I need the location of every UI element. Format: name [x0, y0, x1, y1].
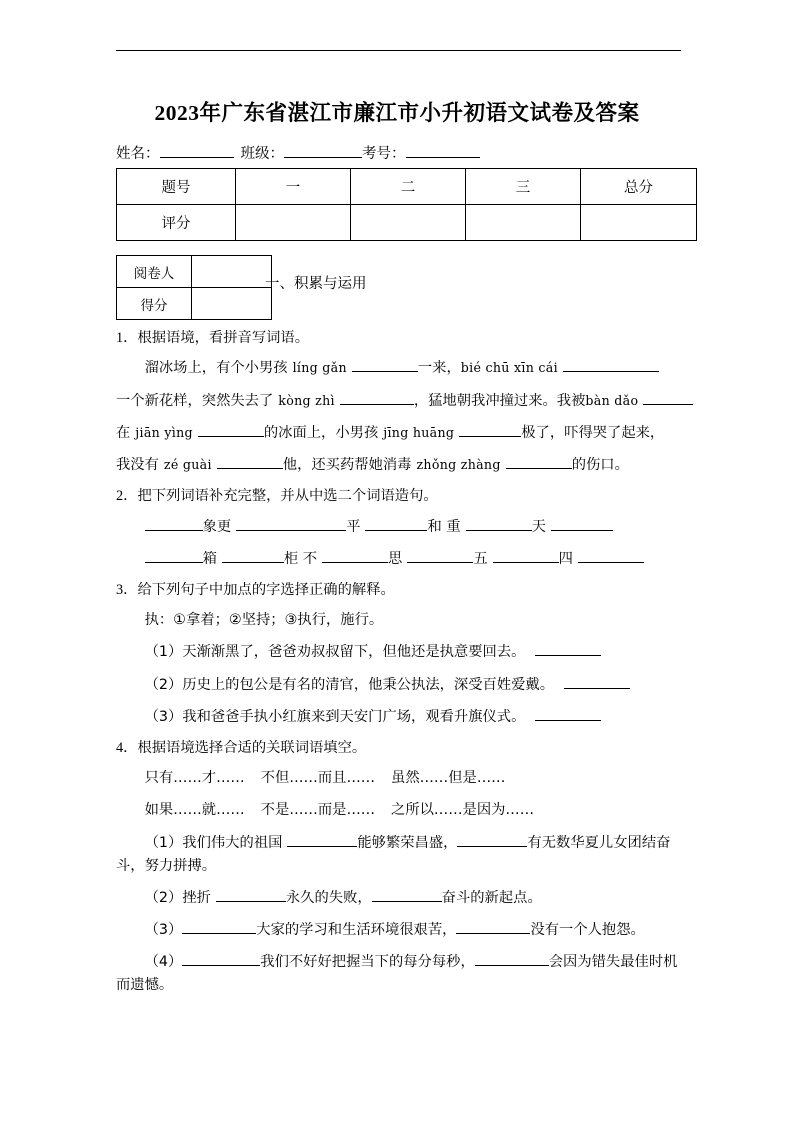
question-3-item-2	[116, 674, 684, 697]
exam-number-label: 考号：	[362, 146, 406, 162]
question-4-connectives-row-2	[116, 799, 684, 822]
q3-item-3-text: （3）我和爸爸手执小红旗来到天安门广场，观看升旗仪式。	[144, 708, 526, 725]
score-table-header-cell: 三	[466, 169, 581, 205]
q1-l2-text-a: 一个新花样，突然失去了	[116, 392, 274, 409]
q4-item-1-text-c: 有无数华夏儿女团结奋斗，	[116, 834, 671, 874]
q3-item-3-answer-blank[interactable]	[535, 706, 601, 721]
score-table-header-cell: 一	[236, 169, 351, 205]
q2-r1-blank-4[interactable]	[466, 516, 532, 531]
score-table-header-row	[117, 169, 697, 205]
score-row-label: 评分	[117, 205, 236, 241]
question-3-item-3	[116, 706, 684, 729]
exam-content	[116, 328, 684, 1007]
page-title: 2023年广东省湛江市廉江市小升初语文试卷及答案	[154, 101, 640, 125]
reviewer-label: 阅卷人	[117, 256, 192, 288]
q4-item-2-text-c: 奋斗的新起点。	[441, 889, 542, 906]
question-1-line-3	[116, 422, 684, 445]
q4-item-1-text-a: （1）我们伟大的祖国	[144, 834, 283, 851]
grader-score-label: 得分	[117, 288, 192, 320]
question-4-item-3	[116, 919, 684, 942]
q2-r1-word-3: 和 重	[427, 518, 461, 535]
question-3-item-1	[116, 641, 684, 664]
q1-l3-text-a: 在	[116, 424, 131, 441]
question-2-row-1	[116, 516, 684, 539]
q1-blank-8[interactable]	[506, 454, 572, 469]
q4-item-2-blank-1[interactable]	[216, 887, 286, 902]
question-3-definitions: 执：①拿着；②坚持；③执行，施行。	[144, 612, 384, 629]
q2-r2-blank-4[interactable]	[407, 548, 473, 563]
score-cell-1[interactable]	[236, 205, 351, 241]
question-1-number: 1．	[116, 330, 138, 346]
q2-r1-word-1: 象更	[202, 518, 232, 535]
q1-blank-5[interactable]	[198, 422, 264, 437]
question-1-text: 根据语境，看拼音写词语。	[137, 330, 310, 346]
q4-item-1-text-b: 能够繁荣昌盛，	[357, 834, 458, 851]
student-identity-line	[116, 142, 480, 163]
question-2-text: 把下列词语补充完整，并从中选二个词语造句。	[137, 488, 438, 505]
question-4-connectives-row-1	[116, 767, 684, 790]
question-4-item-2	[116, 887, 684, 910]
q4-item-4-text-d: 憾。	[144, 977, 174, 994]
q1-pinyin-jing-huang: jīng huāng	[383, 424, 455, 440]
q4-item-1-blank-1[interactable]	[287, 832, 357, 847]
q2-r1-blank-1[interactable]	[145, 516, 203, 531]
q1-blank-1[interactable]	[352, 358, 418, 373]
question-2-number: 2．	[116, 488, 138, 505]
question-3-text: 给下列句子中加点的字选择正确的解释。	[137, 581, 395, 598]
connective-option-5: 不是……而是……	[260, 802, 376, 819]
q2-r1-blank-2[interactable]	[236, 516, 346, 531]
q1-blank-2[interactable]	[563, 358, 659, 373]
q1-blank-6[interactable]	[459, 422, 521, 437]
question-1-line-1	[116, 357, 684, 380]
q1-l3-text-c: 极了，吓得哭了起来，	[521, 424, 665, 441]
q1-blank-3[interactable]	[340, 390, 414, 405]
question-2-stem	[116, 486, 684, 507]
connective-option-2: 不但……而且……	[260, 770, 376, 787]
q1-l3-text-b: 的冰面上，小男孩	[263, 424, 379, 441]
score-table-header-cell: 总分	[581, 169, 697, 205]
q2-r1-blank-5[interactable]	[551, 516, 613, 531]
q2-r2-blank-1[interactable]	[145, 548, 203, 563]
connective-option-6: 之所以……是因为……	[391, 802, 535, 819]
q1-l2-text-b: ，猛地朝我冲撞过来。我被	[413, 392, 586, 409]
exam-number-input-blank[interactable]	[406, 143, 480, 158]
score-table-header-cell: 二	[351, 169, 466, 205]
grader-box	[116, 255, 272, 320]
grader-score-row	[117, 288, 272, 320]
question-1-line-4	[116, 454, 684, 477]
q1-l1-text-b: 一来，	[417, 360, 461, 377]
q1-pinyin-ling-gan: líng gǎn	[292, 360, 347, 376]
q1-pinyin-bie-chu-xin-cai: bié chū xīn cái	[460, 360, 558, 376]
q4-item-3-text-b: 大家的学习和生活环境很艰苦，	[256, 922, 457, 939]
q2-r2-word-4: 五	[473, 550, 488, 567]
q4-item-3-text-a: （3）	[144, 922, 183, 939]
score-table-value-row	[117, 205, 697, 241]
score-table-header-cell: 题号	[117, 169, 236, 205]
q4-item-4-text-a: （4）	[144, 954, 183, 971]
q4-item-4-blank-1[interactable]	[182, 952, 260, 967]
q4-item-1-blank-2[interactable]	[457, 832, 527, 847]
section-heading: 一、积累与运用	[265, 276, 367, 292]
q4-item-3-text-c: 没有一个人抱怨。	[530, 922, 645, 939]
question-3-number: 3．	[116, 581, 138, 598]
connective-option-1: 只有……才……	[144, 770, 245, 787]
q2-r1-word-4: 天	[531, 518, 546, 535]
q4-item-2-text-a: （2）挫折	[144, 889, 211, 906]
q3-item-2-text: （2）历史上的包公是有名的清官，他秉公执法，深受百姓爱戴。	[144, 676, 554, 693]
q4-item-1-text-d: 努力拼搏。	[144, 857, 217, 874]
question-4-stem	[116, 738, 684, 759]
question-4-item-4	[116, 951, 684, 997]
q2-r2-word-2: 柜 不	[283, 550, 318, 567]
q1-pinyin-jian-ying: jiān yìng	[135, 424, 193, 440]
q2-r2-word-1: 箱	[202, 550, 217, 567]
q2-r1-word-2: 平	[346, 518, 361, 535]
q4-item-4-blank-2[interactable]	[475, 952, 549, 967]
q4-item-4-text-c: 会因为错失最佳时机而遗	[116, 954, 678, 994]
question-3-stem	[116, 580, 684, 601]
q1-l4-text-a: 我没有	[116, 456, 159, 473]
q4-item-2-text-b: 永久的失败，	[285, 889, 372, 906]
grader-score-value-cell[interactable]	[192, 288, 272, 320]
q1-blank-7[interactable]	[217, 454, 283, 469]
score-table	[116, 168, 697, 241]
score-cell-2[interactable]	[351, 205, 466, 241]
q1-blank-4[interactable]	[643, 390, 693, 405]
q1-l4-text-c: 的伤口。	[571, 456, 629, 473]
question-1-stem	[116, 328, 684, 349]
score-cell-3[interactable]	[466, 205, 581, 241]
q4-item-2-blank-2[interactable]	[372, 887, 442, 902]
question-1-line-2	[116, 390, 684, 413]
q3-item-1-text: （1）天渐渐黑了，爸爸劝叔叔留下，但他还是执意要回去。	[144, 644, 526, 661]
name-input-blank[interactable]	[160, 143, 234, 158]
question-2-row-2	[116, 548, 684, 571]
grader-reviewer-row	[117, 256, 272, 288]
q4-item-4-text-b: 我们不好好把握当下的每分每秒，	[260, 954, 475, 971]
connective-option-3: 虽然……但是……	[391, 770, 506, 787]
q1-pinyin-ze-guai: zé guài	[163, 456, 212, 472]
score-cell-total[interactable]	[581, 205, 697, 241]
q2-r1-blank-3[interactable]	[365, 516, 427, 531]
q1-l1-text-a: 溜冰场上，有个小男孩	[144, 360, 288, 377]
q2-r2-blank-2[interactable]	[222, 548, 284, 563]
q1-l4-text-b: 他，还买药帮她消毒	[282, 456, 412, 473]
q1-pinyin-zhong-zhang: zhǒng zhàng	[416, 456, 501, 472]
name-label: 姓名：	[116, 146, 160, 162]
q4-item-3-blank-1[interactable]	[182, 920, 256, 935]
q3-item-1-answer-blank[interactable]	[535, 642, 601, 657]
q2-r2-word-3: 思	[388, 550, 403, 567]
class-input-blank[interactable]	[284, 143, 362, 158]
question-4-text: 根据语境选择合适的关联词语填空。	[137, 739, 367, 756]
q2-r2-blank-5[interactable]	[493, 548, 559, 563]
q2-r2-word-5: 四	[558, 550, 573, 567]
q1-pinyin-ban-dao: bàn dǎo	[585, 392, 639, 408]
q2-r2-blank-6[interactable]	[578, 548, 644, 563]
class-label: 班级：	[240, 146, 284, 162]
connective-option-4: 如果……就……	[144, 802, 245, 819]
question-4-number: 4．	[116, 739, 138, 756]
q4-item-3-blank-2[interactable]	[456, 920, 530, 935]
q2-r2-blank-3[interactable]	[322, 548, 388, 563]
reviewer-value-cell[interactable]	[192, 256, 272, 288]
q1-pinyin-kong-zhi: kòng zhì	[278, 392, 335, 408]
q3-item-2-answer-blank[interactable]	[564, 674, 630, 689]
header-divider	[116, 50, 681, 51]
question-4-item-1	[116, 832, 684, 878]
